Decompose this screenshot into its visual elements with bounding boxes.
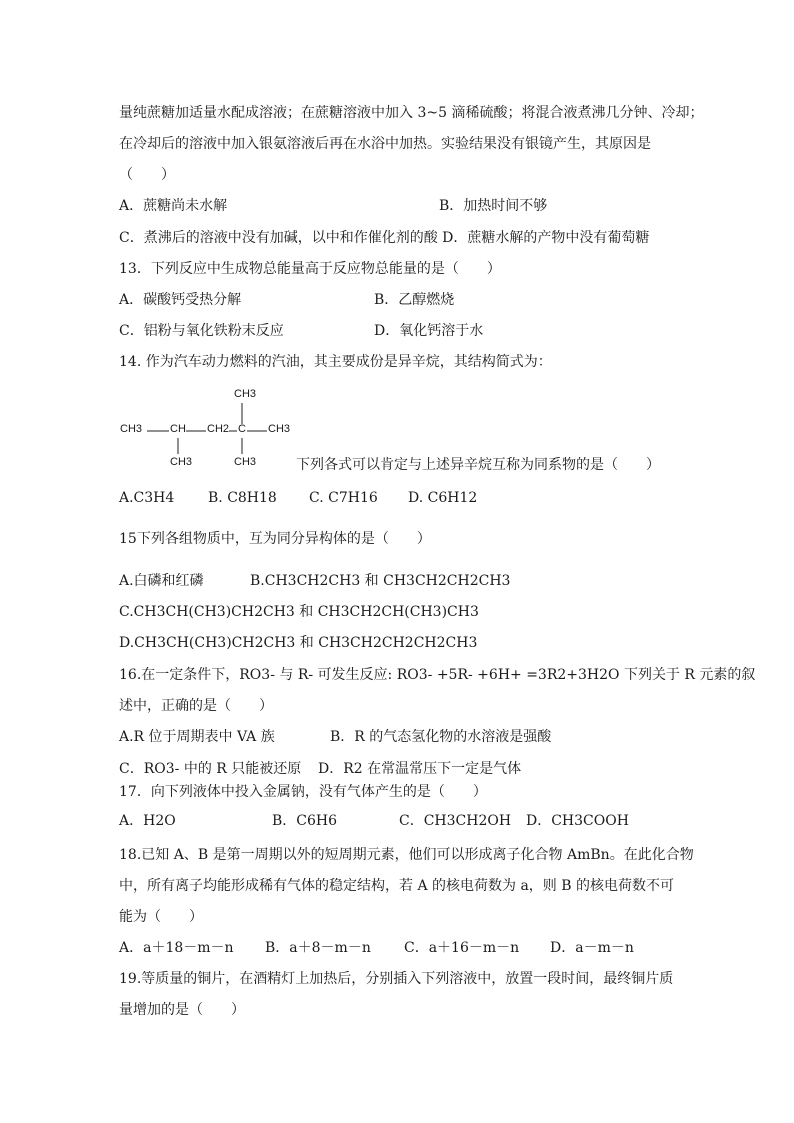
q17-option-c: C．CH3CH2OH — [399, 813, 512, 829]
q13-option-d: D．氧化钙溶于水 — [374, 323, 484, 339]
struct-ch: CH — [170, 423, 186, 435]
q13-option-b: B．乙醇燃烧 — [374, 292, 455, 308]
q14-option-d: D. C6H12 — [408, 490, 478, 506]
isooctane-structure — [120, 386, 300, 470]
struct-top-ch3: CH3 — [234, 388, 257, 400]
q17-option-a: A．H2O — [119, 813, 176, 829]
q14-question: 下列各式可以肯定与上述异辛烷互称为同系物的是（ ） — [296, 457, 660, 473]
q12-line1: 量纯蔗糖加适量水配成溶液；在蔗糖溶液中加入 3~5 滴稀硫酸；将混合液煮沸几分钟、冷却； — [119, 105, 704, 121]
struct-bottom-left-ch3: CH3 — [170, 456, 193, 468]
q18-option-c: C．a＋16－m－n — [404, 940, 520, 956]
q12-paren: （ ） — [119, 167, 175, 183]
q18-stem-line2: 中，所有离子均能形成稀有气体的稳定结构，若 A 的核电荷数为 a，则 B 的核电荷数不可 — [119, 878, 674, 894]
q13-stem: 13．下列反应中生成物总能量高于反应物总能量的是（ ） — [119, 261, 501, 277]
q18-stem-line1: 18.已知 A、B 是第一周期以外的短周期元素，他们可以形成离子化合物 AmBn。在此化合物 — [119, 847, 694, 863]
q18-option-b: B．a＋8－m－n — [265, 940, 371, 956]
q14-option-b: B. C8H18 — [208, 490, 277, 506]
q13-option-a: A．碳酸钙受热分解 — [119, 292, 242, 308]
q15-option-d: D.CH3CH(CH3)CH2CH3 和 CH3CH2CH2CH2CH3 — [119, 635, 478, 651]
q16-option-a: A.R 位于周期表中 VA 族 — [119, 729, 275, 745]
q12-option-b: B．加热时间不够 — [439, 198, 548, 214]
q16-stem-line2: 述中，正确的是（ ） — [119, 698, 273, 714]
q19-stem-line2: 量增加的是（ ） — [119, 1002, 245, 1018]
q16-option-b: B．R 的气态氢化物的水溶液是强酸 — [330, 729, 552, 745]
q15-stem: 15下列各组物质中，互为同分异构体的是（ ） — [119, 531, 431, 547]
q15-option-b: B.CH3CH2CH3 和 CH3CH2CH2CH3 — [250, 573, 511, 589]
q15-option-a: A.白磷和红磷 — [119, 573, 204, 589]
q13-option-c: C．铝粉与氧化铁粉末反应 — [119, 323, 284, 339]
q19-stem-line1: 19.等质量的铜片，在酒精灯上加热后，分别插入下列溶液中，放置一段时间，最终铜片质 — [119, 971, 674, 987]
struct-bottom-right-ch3: CH3 — [234, 456, 257, 468]
q12-option-cd: C．煮沸后的溶液中没有加碱，以中和作催化剂的酸 D．蔗糖水解的产物中没有葡萄糖 — [119, 230, 650, 246]
struct-quaternary-c: C — [238, 423, 246, 435]
q17-option-d: D．CH3COOH — [526, 813, 629, 829]
q16-option-d: D．R2 在常温常压下一定是气体 — [318, 761, 522, 777]
q12-line2: 在冷却后的溶液中加入银氨溶液后再在水浴中加热。实验结果没有银镜产生，其原因是 — [119, 136, 651, 152]
q16-stem-line1: 16.在一定条件下，RO3- 与 R- 可发生反应: RO3- +5R- +6H+ =3R2+3H2O 下列关于 R 元素的叙 — [119, 667, 756, 683]
q14-option-c: C. C7H16 — [309, 490, 378, 506]
q18-option-d: D．a－m－n — [550, 940, 634, 956]
q12-option-a: A．蔗糖尚未水解 — [119, 198, 228, 214]
q14-stem: 14. 作为汽车动力燃料的汽油，其主要成份是异辛烷，其结构简式为： — [119, 354, 552, 370]
q15-option-c: C.CH3CH(CH3)CH2CH3 和 CH3CH2CH(CH3)CH3 — [119, 604, 479, 620]
q14-option-a: A.C3H4 — [119, 490, 175, 506]
q16-option-c: C．RO3- 中的 R 只能被还原 — [119, 761, 302, 777]
q17-option-b: B．C6H6 — [272, 813, 338, 829]
q17-stem: 17．向下列液体中投入金属钠，没有气体产生的是（ ） — [119, 784, 487, 800]
struct-left-ch3: CH3 — [120, 423, 143, 435]
q18-option-a: A．a＋18－m－n — [119, 940, 234, 956]
q18-stem-line3: 能为（ ） — [119, 909, 203, 925]
struct-ch2: CH2 — [207, 423, 230, 435]
struct-right-ch3: CH3 — [268, 423, 291, 435]
